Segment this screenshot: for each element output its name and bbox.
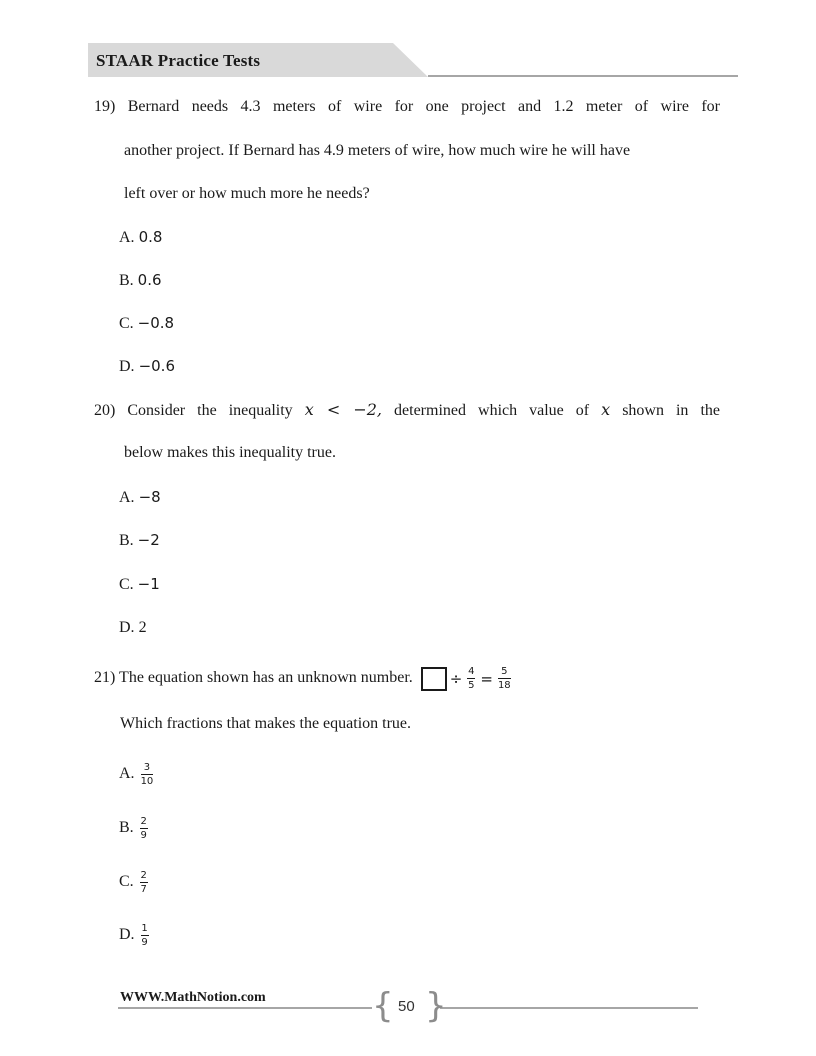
q20-option-a[interactable]: [119, 487, 161, 508]
q20-text-c: shown in the: [622, 402, 720, 419]
numerator: 4: [468, 666, 475, 677]
numerator: 2: [140, 816, 147, 827]
q19-option-c[interactable]: [119, 313, 174, 334]
q21-text-line1: The equation shown has an unknown number.: [119, 669, 413, 687]
q21-option-a[interactable]: [119, 762, 155, 787]
option-label: A.: [119, 229, 135, 246]
denominator: 10: [140, 776, 154, 787]
option-value: −0.8: [137, 314, 175, 332]
option-fraction: [141, 762, 154, 787]
q19-option-b[interactable]: [119, 270, 162, 291]
divide-sign: ÷: [449, 669, 463, 688]
q21-number: 21): [94, 669, 116, 687]
q19-text-line1: Bernard needs 4.3 meters of wire for one project and 1.2 meter of wire for: [127, 98, 721, 115]
fraction-four-fifths: [467, 666, 475, 691]
q20-option-b[interactable]: [119, 530, 160, 551]
q19-option-d[interactable]: [119, 356, 175, 377]
numerator: 5: [501, 666, 508, 677]
footer-website: WWW.MathNotion.com: [120, 990, 266, 1005]
option-label: D.: [119, 358, 135, 375]
q20-line1: [94, 400, 720, 421]
q20-text-b: determined which value of: [394, 402, 590, 419]
q20-option-c[interactable]: [119, 574, 160, 595]
left-brace-icon: {: [372, 986, 394, 1026]
q21-option-c[interactable]: [119, 870, 150, 895]
q21-line1: [94, 666, 513, 691]
option-label: D.: [119, 926, 135, 944]
fraction-five-eighteenths: [498, 666, 511, 691]
footer-rule-right: [440, 1007, 698, 1009]
option-label: B.: [119, 272, 134, 289]
option-value: 0.6: [137, 271, 162, 289]
option-value: −8: [138, 488, 161, 506]
denominator: 7: [140, 884, 147, 895]
header-title: STAAR Practice Tests: [96, 51, 261, 70]
option-fraction: [140, 870, 148, 895]
option-label: A.: [119, 765, 135, 783]
option-label: D.: [119, 619, 135, 636]
denominator: 5: [468, 680, 475, 691]
option-label: C.: [119, 315, 134, 332]
header-rule: [428, 75, 738, 77]
q21-line2: Which fractions that makes the equation true.: [120, 715, 412, 732]
denominator: 9: [140, 830, 147, 841]
unknown-number-box: [421, 667, 447, 691]
option-label: A.: [119, 489, 135, 506]
q20-number: 20): [94, 402, 116, 419]
option-fraction: [140, 816, 148, 841]
option-value: −2: [137, 531, 160, 549]
numerator: 1: [141, 923, 148, 934]
q19-line3: left over or how much more he needs?: [124, 185, 370, 202]
option-value: 0.8: [138, 228, 163, 246]
q21-option-b[interactable]: [119, 816, 150, 841]
q21-option-d[interactable]: [119, 923, 151, 948]
q20-variable: x: [601, 400, 611, 419]
option-label: C.: [119, 873, 134, 891]
footer-rule-left: [118, 1007, 372, 1009]
option-value: −1: [137, 575, 160, 593]
denominator: 9: [141, 937, 148, 948]
option-value: −0.6: [138, 357, 175, 375]
q20-text-a: Consider the inequality: [127, 402, 293, 419]
q20-option-d[interactable]: [119, 618, 147, 638]
q19-number: 19): [94, 98, 116, 115]
equals-sign: =: [480, 669, 493, 688]
q19-option-a[interactable]: [119, 227, 162, 248]
right-brace-icon: }: [425, 986, 447, 1026]
numerator: 2: [140, 870, 147, 881]
option-label: B.: [119, 532, 134, 549]
q19-line1: [94, 97, 720, 117]
option-value: 2: [138, 619, 147, 636]
option-fraction: [141, 923, 149, 948]
option-label: C.: [119, 576, 134, 593]
denominator: 18: [497, 680, 511, 691]
page-number: 50: [398, 998, 415, 1015]
q20-line2: below makes this inequality true.: [124, 444, 336, 461]
q20-inequality: x < −2,: [304, 400, 383, 419]
q19-line2: another project. If Bernard has 4.9 meters of wire, how much wire he will have: [124, 142, 631, 159]
option-label: B.: [119, 819, 134, 837]
numerator: 3: [143, 762, 151, 773]
